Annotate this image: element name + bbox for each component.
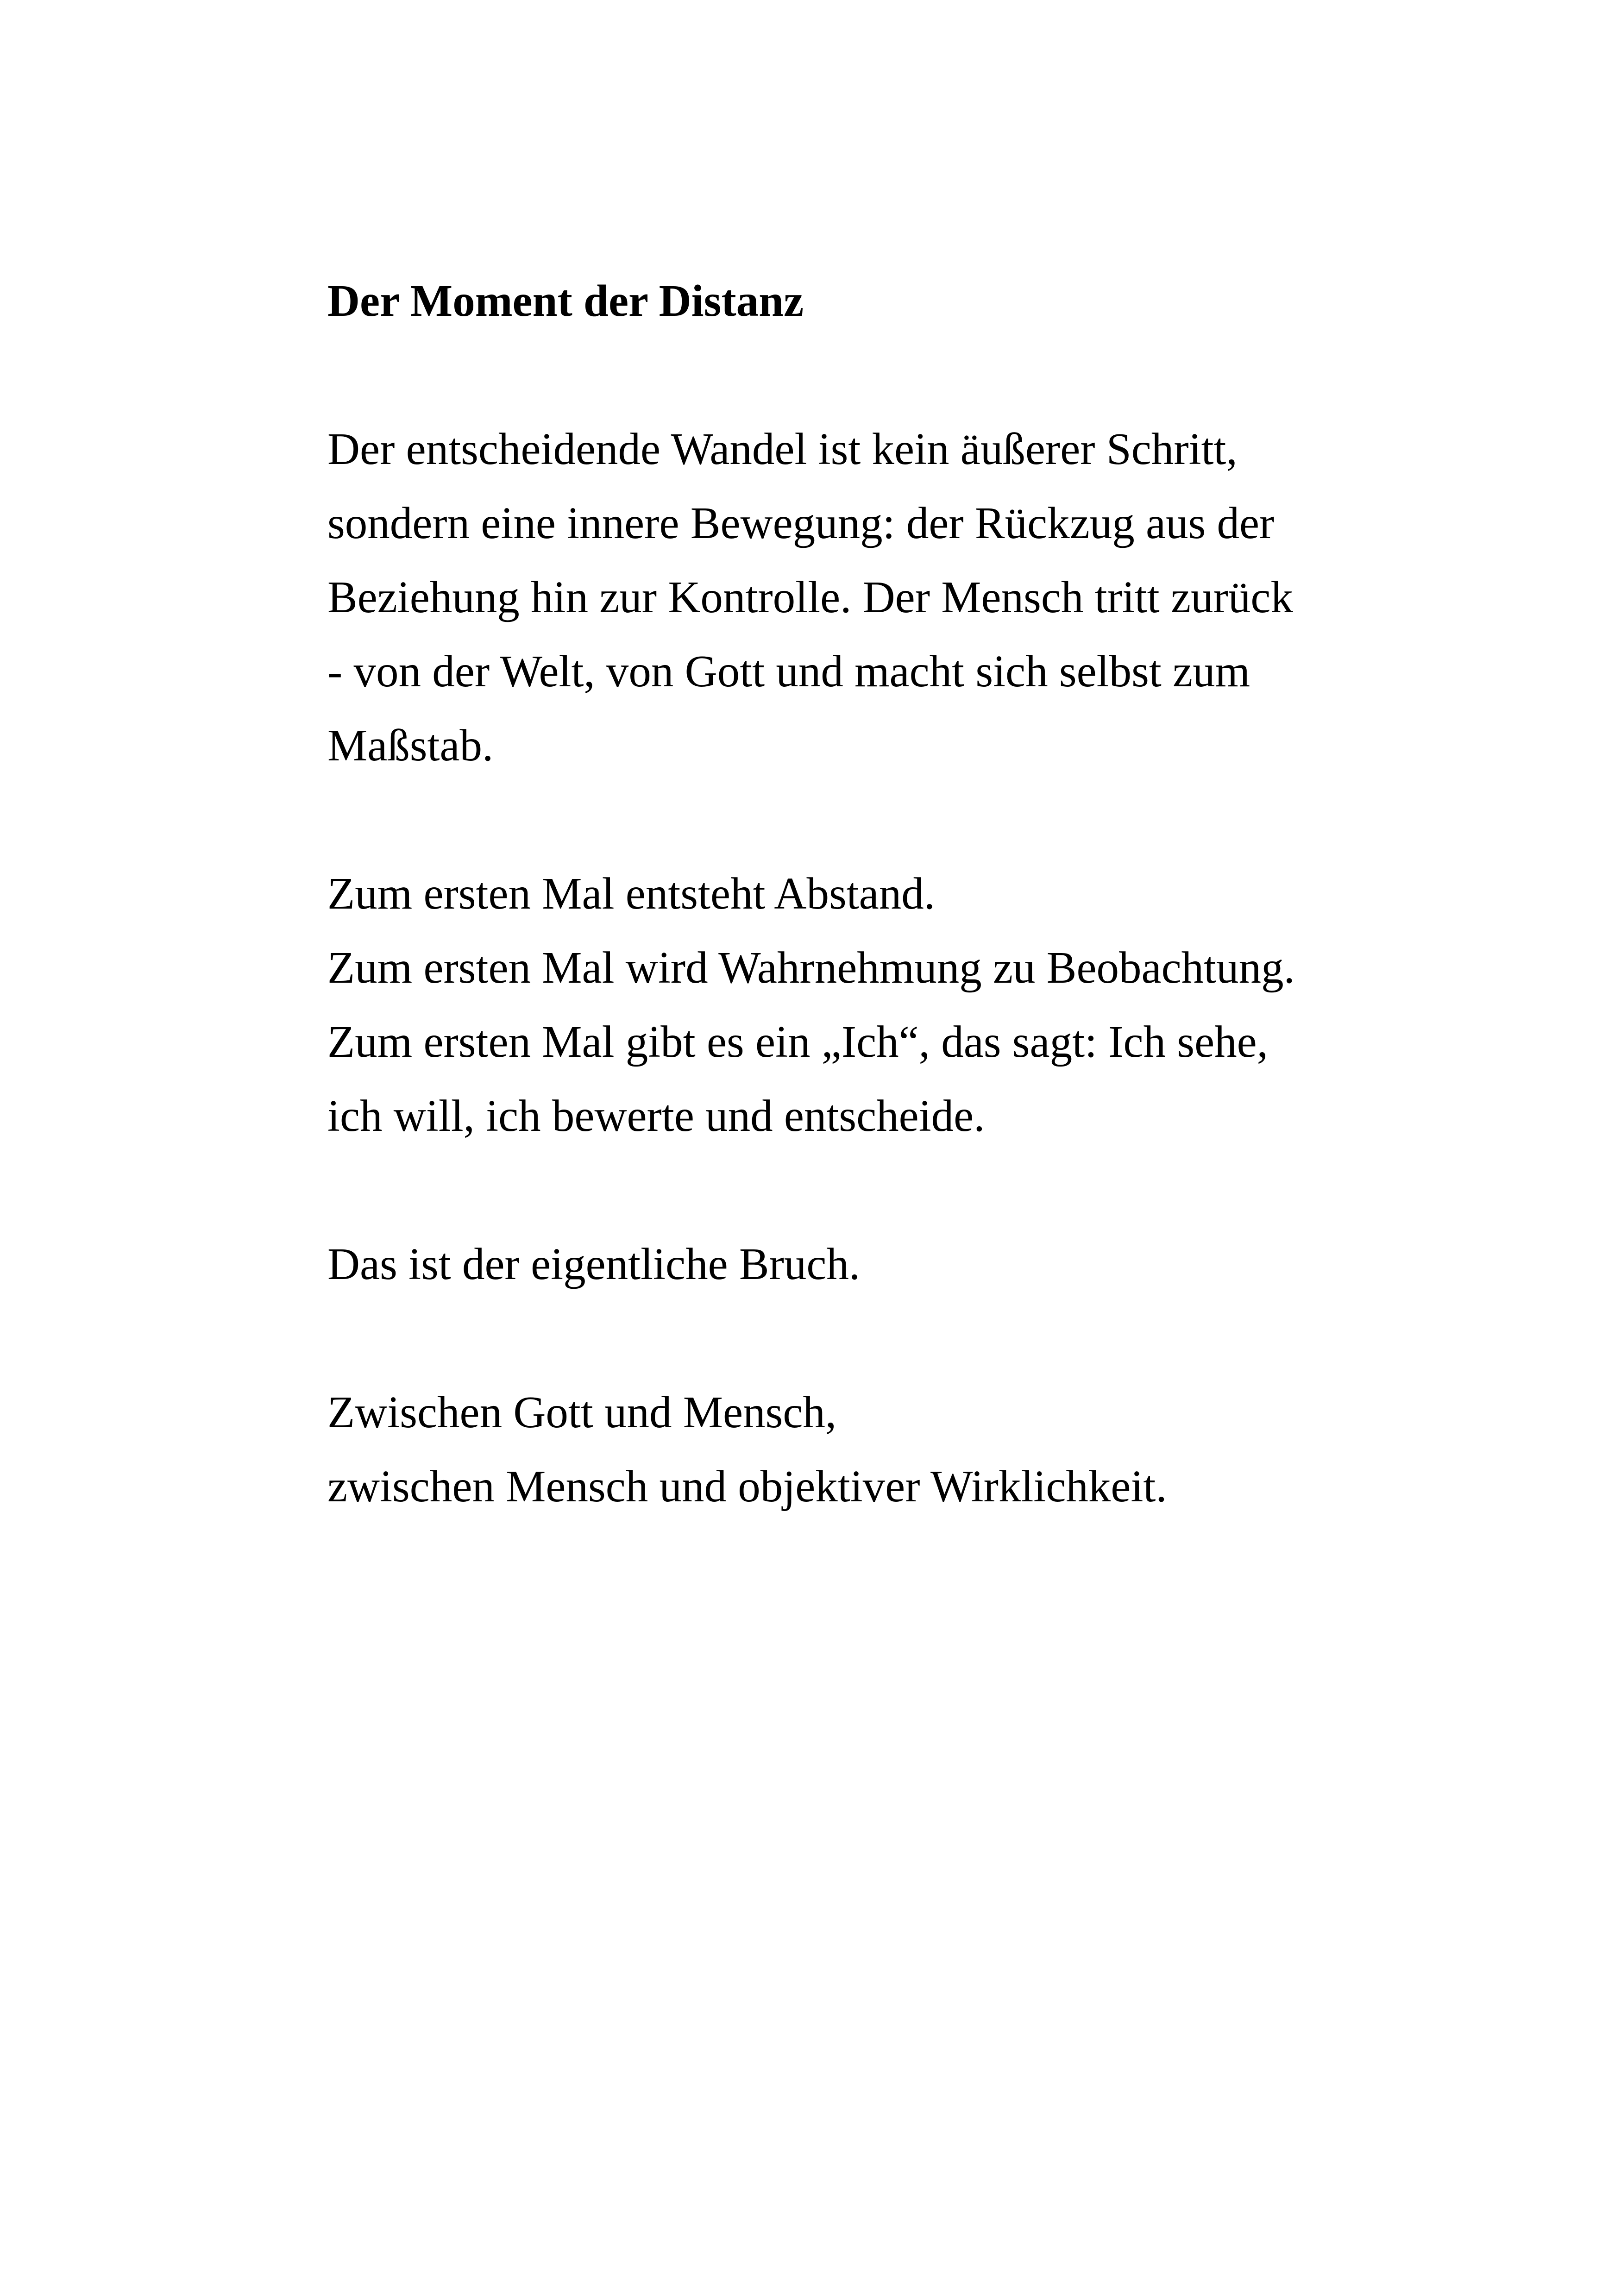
text-line: Zwischen Gott und Mensch,	[327, 1387, 837, 1437]
text-line: ich will, ich bewerte und entscheide.	[327, 1091, 985, 1141]
text-line: Das ist der eigentliche Bruch.	[327, 1239, 861, 1289]
text-line: Zum ersten Mal gibt es ein „Ich“, das sagt: Ich sehe,	[327, 1017, 1268, 1066]
text-line: Der entscheidende Wandel ist kein äußerer Schritt,	[327, 424, 1238, 474]
paragraph-1	[327, 412, 1393, 783]
paragraph-2	[327, 857, 1393, 1153]
text-line: sondern eine innere Bewegung: der Rückzug aus der	[327, 498, 1275, 548]
text-line: Maßstab.	[327, 721, 494, 770]
paragraph-3	[327, 1227, 1393, 1301]
text-line: - von der Welt, von Gott und macht sich selbst zum	[327, 646, 1250, 696]
text-line: Zum ersten Mal entsteht Abstand.	[327, 869, 935, 918]
paragraph-4	[327, 1375, 1393, 1524]
document-body	[327, 264, 1393, 1598]
text-line: zwischen Mensch und objektiver Wirklichkeit.	[327, 1462, 1167, 1511]
text-line: Zum ersten Mal wird Wahrnehmung zu Beobachtung.	[327, 943, 1295, 992]
text-line: Beziehung hin zur Kontrolle. Der Mensch tritt zurück	[327, 572, 1293, 622]
document-title: Der Moment der Distanz	[327, 276, 804, 326]
